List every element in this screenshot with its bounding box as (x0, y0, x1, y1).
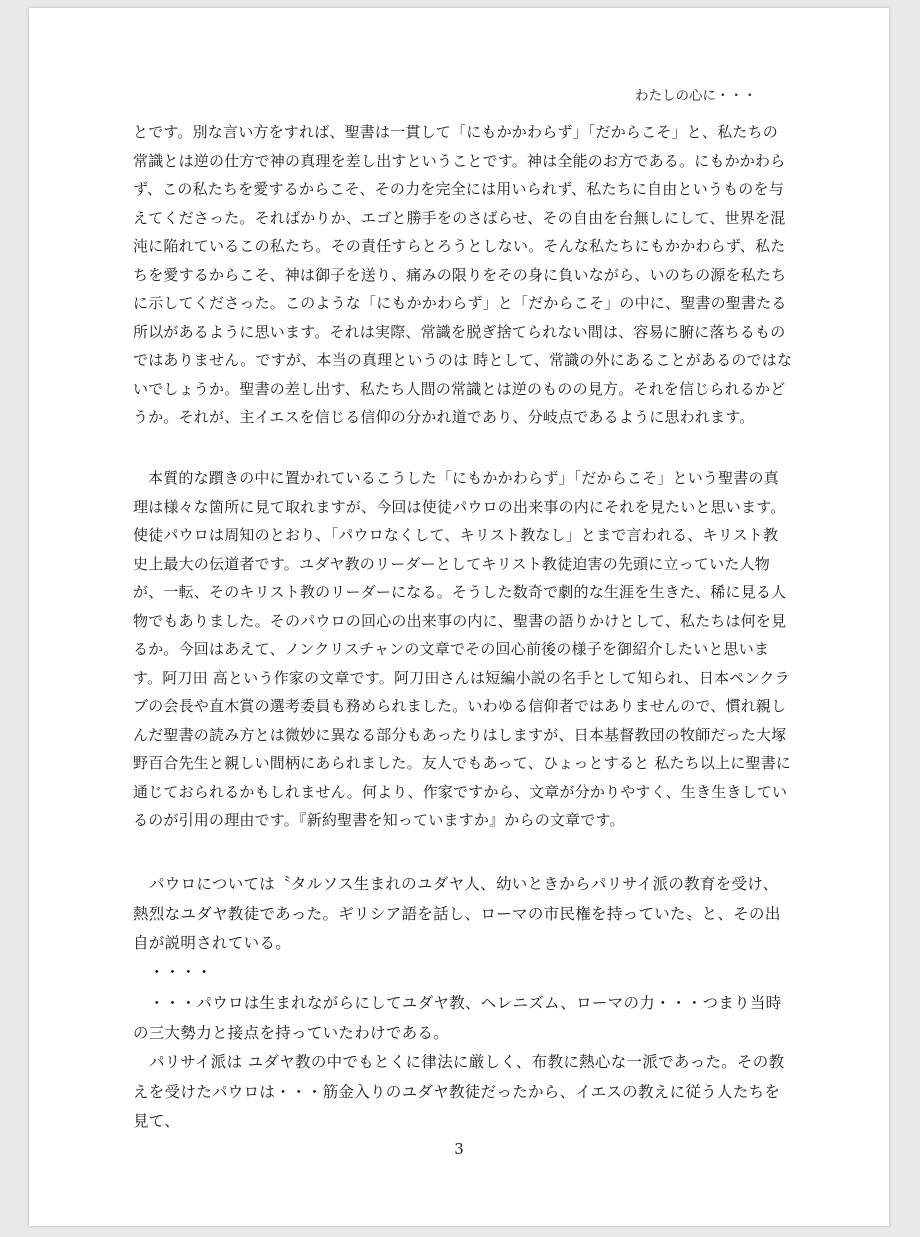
document-page (29, 8, 889, 1226)
page-number: 3 (454, 1140, 464, 1158)
body-paragraph-1: とです。別な言い方をすれば、聖書は一貫して「にもかかわらず」「だからこそ」と、私たちの常識とは逆の仕方で神の真理を差し出すということです。神は全能のお方である。にもかかわらず、この私たちを愛するからこそ、その力を完全には用いられず、私たちに自由というものを与えてくださった。そればかりか、エゴと勝手をのさばらせ、その自由を台無しにして、世界を混沌に陥れているこの私たち。その責任すらとろうとしない。そんな私たちにもかかわらず、私たちを愛するからこそ、神は御子を送り、痛みの限りをその身に負いながら、いのちの源を私たちに示してくださった。このような「にもかかわらず」と「だからこそ」の中に、聖書の聖書たる所以があるように思います。それは実際、常識を脱ぎ捨てられない間は、容易に腑に落ちるものではありません。ですが、本当の真理というのは 時として、常識の外にあることがあるのではないでしょうか。聖書の差し出す、私たち人間の常識とは逆のものの見方。それを信じられるかどうか。それが、主イエスを信じる信仰の分かれ道であり、分岐点であるように思われます。 (133, 123, 793, 426)
quote-line-1: パウロについては〝タルソス生まれのユダヤ人、幼いときからパリサイ派の教育を受け、熱烈なユダヤ教徒であった。ギリシア語を話し、ローマの市民権を持っていた〟と、その出自が説明されている。 (133, 875, 781, 952)
quote-line-3: パリサイ派は ユダヤ教の中でもとくに律法に厳しく、布教に熱心な一派であった。その教えを受けたパウロは・・・筋金入りのユダヤ教徒だったから、イエスの教えに従う人たちを見て、 (133, 1053, 785, 1130)
quote-line-2: ・・・パウロは生まれながらにしてユダヤ教、ヘレニズム、ローマの力・・・つまり当時の三大勢力と接点を持っていたわけである。 (133, 994, 782, 1042)
quote-ellipsis: ・・・・ (149, 963, 213, 981)
body-paragraph-2: 本質的な躓きの中に置かれているこうした「にもかかわらず」「だからこそ」という聖書の真理は様々な箇所に見て取れますが、今回は使徒パウロの出来事の内にそれを見たいと思います。使徒パウロは周知のとおり、「パウロなくして、キリスト教なし」とまで言われる、キリスト教史上最大の伝道者です。ユダヤ教のリーダーとしてキリスト教徒迫害の先頭に立っていた人物が、一転、そのキリスト教のリーダーになる。そうした数奇で劇的な生涯を生きた、稀に見る人物でもありました。そのパウロの回心の出来事の内に、聖書の語りかけとして、私たちは何を見るか。今回はあえて、ノンクリスチャンの文章でその回心前後の様子を御紹介したいと思います。阿刀田 高という作家の文章です。阿刀田さんは短編小説の名手として知られ、日本ペンクラブの会長や直木賞の選考委員も務められました。いわゆる信仰者ではありませんので、慣れ親しんだ聖書の読み方とは微妙に異なる部分もあったりはしますが、日本基督教団の牧師だった大塚野百合先生と親しい間柄にあられました。友人でもあって、ひょっとすると 私たち以上に聖書に通じておられるかもしれません。何より、作家ですから、文章が分かりやすく、生き生きしているのが引用の理由です。『新約聖書を知っていますか』からの文章です。 (133, 469, 792, 829)
running-header: わたしの心に・・・ (635, 88, 757, 104)
